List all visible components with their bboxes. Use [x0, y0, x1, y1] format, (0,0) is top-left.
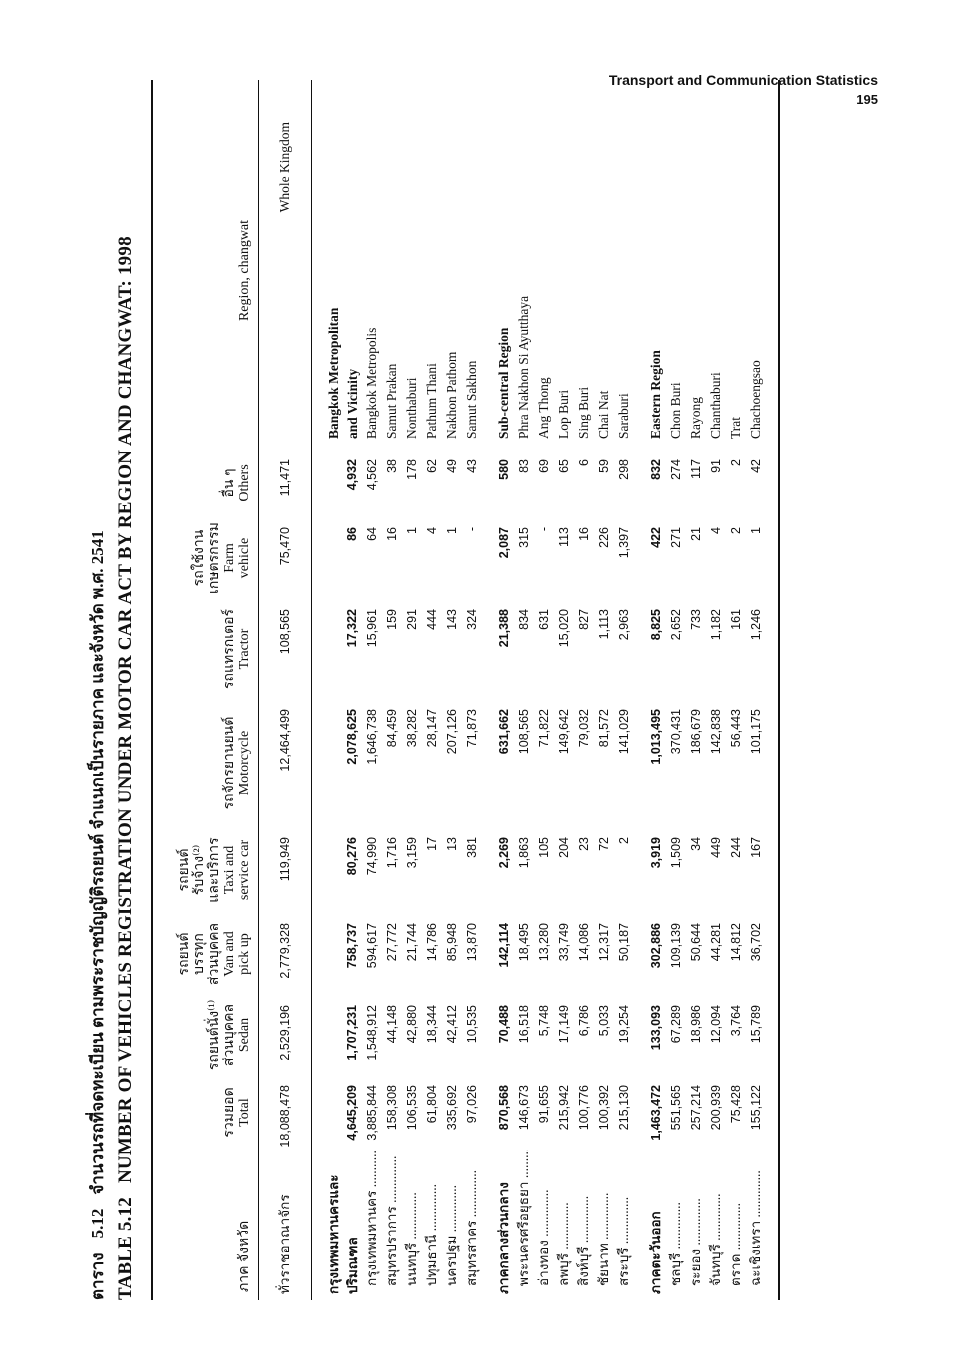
cell-total: 3,885,844 — [365, 1085, 379, 1141]
cell-others: 83 — [517, 459, 531, 473]
row-label-th: สมุทรปราการ ..... — [382, 1150, 402, 1300]
cell-motorcycle: 71,822 — [537, 709, 551, 748]
cell-van: 14,786 — [425, 923, 439, 962]
cell-total: 1,463,472 — [649, 1085, 663, 1141]
cell-motorcycle: 186,679 — [689, 709, 703, 755]
caption-thai-label: ตาราง — [88, 1252, 107, 1300]
cell-sedan: 133,093 — [649, 1005, 663, 1051]
cell-taxi: 204 — [557, 837, 571, 858]
cell-motorcycle: 370,431 — [669, 709, 683, 755]
cell-van: 109,139 — [669, 923, 683, 969]
row-label-en: Bangkok Metropolitan and Vicinity — [326, 307, 360, 439]
cell-taxi: 17 — [425, 837, 439, 851]
cell-taxi: 3,919 — [649, 837, 663, 869]
cell-total: 257,214 — [689, 1085, 703, 1131]
cell-motorcycle: 1,013,495 — [649, 709, 663, 765]
header-total: รวมยอด Total — [222, 1087, 252, 1138]
cell-van: 50,187 — [617, 923, 631, 962]
cell-farm: 64 — [365, 527, 379, 541]
cell-motorcycle: 141,029 — [617, 709, 631, 755]
cell-tractor: 444 — [425, 609, 439, 630]
cell-van: 44,281 — [709, 923, 723, 962]
row-label-th: กรุงเทพมหานคร ..... — [362, 1150, 382, 1300]
cell-others: 59 — [597, 459, 611, 473]
cell-sedan: 3,764 — [729, 1005, 743, 1037]
cell-taxi: 72 — [597, 837, 611, 851]
cell-others: 2 — [729, 459, 743, 466]
cell-taxi: 381 — [465, 837, 479, 858]
cell-total: 91,655 — [537, 1085, 551, 1124]
publication-title: Transport and Communication Statistics — [608, 72, 878, 88]
cell-total: 870,568 — [497, 1085, 511, 1131]
cell-sedan: 15,789 — [749, 1005, 763, 1044]
cell-farm: 1 — [445, 527, 459, 534]
row-label-en: Phra Nakhon Si Ayutthaya — [516, 295, 531, 439]
cell-total: 100,392 — [597, 1085, 611, 1131]
cell-others: 298 — [617, 459, 631, 480]
cell-farm: 2,087 — [497, 527, 511, 559]
cell-van: 50,644 — [689, 923, 703, 962]
cell-sedan: 17,149 — [557, 1005, 571, 1044]
cell-sedan: 12,094 — [709, 1005, 723, 1044]
page-number: 195 — [856, 92, 878, 107]
cell-others: 117 — [689, 459, 703, 479]
cell-motorcycle: 2,078,625 — [345, 709, 359, 765]
table-row — [422, 80, 442, 1300]
cell-tractor: 17,322 — [345, 609, 359, 648]
row-label-en: Lop Buri — [556, 389, 571, 439]
table-row — [362, 80, 382, 1300]
row-label-en: Bangkok Metropolis — [364, 327, 379, 439]
cell-taxi: 105 — [537, 837, 551, 858]
cell-van: 13,870 — [465, 923, 479, 962]
row-label-en: Chachoengsao — [748, 360, 763, 439]
table-row — [614, 80, 634, 1300]
row-label-en: Sing Buri — [576, 386, 591, 439]
cell-tractor: 1,182 — [709, 609, 723, 641]
row-label-en: Chon Buri — [668, 382, 683, 439]
cell-taxi: 2 — [617, 837, 631, 844]
cell-taxi: 3,159 — [405, 837, 419, 869]
row-label-th: นครปฐม ..... — [442, 1150, 462, 1300]
header-region-th: ภาค จังหวัด — [237, 1220, 252, 1292]
cell-tractor: 15,020 — [557, 609, 571, 648]
table-row — [442, 80, 462, 1300]
cell-motorcycle: 101,175 — [749, 709, 763, 755]
cell-others: 38 — [385, 459, 399, 473]
cell-motorcycle: 207,126 — [445, 709, 459, 755]
row-label-en: Sub-central Region — [496, 327, 511, 439]
row-label-th: ชัยนาท ..... — [594, 1150, 614, 1300]
table-row — [534, 80, 554, 1300]
cell-others: 580 — [497, 459, 511, 480]
caption-english-title: NUMBER OF VEHICLES REGISTRATION UNDER MOTOR CAR ACT BY REGION AND CHANGWAT: 1998 — [115, 236, 136, 1183]
cell-others: 62 — [425, 459, 439, 473]
cell-total: 158,308 — [385, 1085, 399, 1131]
table-row — [402, 80, 422, 1300]
row-label-th: สิงห์บุรี ..... — [574, 1150, 594, 1300]
cell-tractor: 631 — [537, 609, 551, 630]
cell-sedan: 6,786 — [577, 1005, 591, 1037]
cell-van: 142,114 — [497, 923, 511, 968]
cell-sedan: 19,254 — [617, 1005, 631, 1044]
rotated-table-page — [85, 80, 875, 1300]
caption-thai-number: 5.12 — [88, 1208, 107, 1239]
cell-total: 215,130 — [617, 1085, 631, 1131]
table-header-row — [153, 80, 258, 1300]
cell-van: 27,772 — [385, 923, 399, 962]
header-others: อื่น ๆ Others — [222, 464, 252, 502]
cell-taxi: 167 — [749, 837, 763, 858]
table-row — [706, 80, 726, 1300]
cell-van: 594,617 — [365, 923, 379, 969]
table-row-whole-kingdom — [275, 80, 295, 1300]
table-row — [666, 80, 686, 1300]
caption-english-label: TABLE 5.12 — [115, 1196, 136, 1300]
cell-taxi: 13 — [445, 837, 459, 851]
row-label-th: ทั่วราชอาณาจักร — [277, 1194, 292, 1294]
cell-motorcycle: 84,459 — [385, 709, 399, 748]
cell-van: 2,779,328 — [278, 923, 292, 979]
table-row-eastern-region — [646, 80, 666, 1300]
cell-farm: 1 — [749, 527, 763, 534]
table-row — [462, 80, 482, 1300]
cell-others: 4,562 — [365, 459, 379, 491]
cell-motorcycle: 142,838 — [709, 709, 723, 755]
table-row — [574, 80, 594, 1300]
cell-tractor: 324 — [465, 609, 479, 630]
header-van: รถยนต์บรรทุก ส่วนบุคคล Van and pick up — [177, 922, 252, 986]
cell-farm: 4 — [425, 527, 439, 534]
bangkok-province-rows — [362, 80, 482, 1300]
row-label-en: Nakhon Pathom — [444, 351, 459, 439]
header-sedan: รถยนต์นั่ง⁽¹⁾ ส่วนบุคคล Sedan — [207, 999, 252, 1071]
cell-tractor: 108,565 — [278, 609, 292, 655]
table-row — [594, 80, 614, 1300]
caption-english — [111, 80, 141, 1300]
cell-van: 85,948 — [445, 923, 459, 962]
table-row — [746, 80, 766, 1300]
row-label-th: สมุทรสาคร ..... — [462, 1150, 482, 1300]
cell-farm: 16 — [385, 527, 399, 541]
cell-tractor: 8,825 — [649, 609, 663, 641]
cell-sedan: 16,518 — [517, 1005, 531, 1044]
row-label-th: ภาคกลางส่วนกลาง — [496, 1182, 511, 1294]
cell-motorcycle: 71,873 — [465, 709, 479, 748]
cell-others: 91 — [709, 459, 723, 473]
row-label-en: Saraburi — [616, 393, 631, 439]
caption-thai — [85, 80, 111, 1300]
row-label-th: ฉะเชิงเทรา ..... — [746, 1150, 766, 1300]
cell-sedan: 67,289 — [669, 1005, 683, 1044]
cell-others: 65 — [557, 459, 571, 473]
cell-taxi: 34 — [689, 837, 703, 851]
row-label-en: Whole Kingdom — [277, 122, 292, 213]
header-farm-vehicle: รถใช้งาน เกษตรกรรม Farm vehicle — [192, 522, 252, 594]
cell-total: 18,088,478 — [278, 1085, 292, 1148]
cell-tractor: 159 — [385, 609, 399, 630]
cell-sedan: 5,033 — [597, 1005, 611, 1037]
cell-farm: 2 — [729, 527, 743, 534]
header-motorcycle: รถจักรยานยนต์ Motorcycle — [222, 716, 252, 810]
cell-others: 4,932 — [345, 459, 359, 491]
cell-sedan: 18,344 — [425, 1005, 439, 1044]
cell-motorcycle: 12,464,499 — [278, 709, 292, 772]
cell-motorcycle: 81,572 — [597, 709, 611, 748]
row-label-en: Samut Prakan — [384, 363, 399, 439]
cell-taxi: 2,269 — [497, 837, 511, 869]
cell-others: 69 — [537, 459, 551, 473]
row-label-th: สระบุรี ..... — [614, 1150, 634, 1300]
cell-sedan: 1,548,912 — [365, 1005, 379, 1061]
cell-motorcycle: 108,565 — [517, 709, 531, 755]
cell-van: 21,744 — [405, 923, 419, 962]
cell-tractor: 21,388 — [497, 609, 511, 648]
cell-farm: 113 — [557, 527, 571, 547]
row-label-th: ภาคตะวันออก — [648, 1211, 663, 1294]
row-label-th: ตราด ..... — [726, 1150, 746, 1300]
cell-taxi: 23 — [577, 837, 591, 851]
cell-taxi: 1,863 — [517, 837, 531, 869]
cell-farm: 1 — [405, 527, 419, 534]
row-label-th: ลพบุรี ..... — [554, 1150, 574, 1300]
row-label-en: Rayong — [688, 397, 703, 439]
cell-farm: 4 — [709, 527, 723, 534]
cell-others: 274 — [669, 459, 683, 480]
cell-van: 18,495 — [517, 923, 531, 962]
row-label-th: อ่างทอง ..... — [534, 1150, 554, 1300]
cell-van: 14,086 — [577, 923, 591, 962]
cell-farm: 1,397 — [617, 527, 631, 559]
cell-tractor: 1,246 — [749, 609, 763, 641]
row-label-en: Samut Sakhon — [464, 360, 479, 439]
cell-farm: 16 — [577, 527, 591, 541]
cell-sedan: 18,986 — [689, 1005, 703, 1044]
row-label-th: พระนครศรีอยุธยา ..... — [514, 1150, 534, 1300]
cell-motorcycle: 56,443 — [729, 709, 743, 748]
cell-tractor: 143 — [445, 609, 459, 630]
cell-van: 302,886 — [649, 923, 663, 969]
cell-farm: 86 — [345, 527, 359, 541]
cell-motorcycle: 28,147 — [425, 709, 439, 748]
cell-others: 832 — [649, 459, 663, 480]
row-label-en: Chai Nat — [596, 390, 611, 439]
cell-tractor: 834 — [517, 609, 531, 630]
cell-total: 97,026 — [465, 1085, 479, 1124]
row-label-en: Trat — [728, 416, 743, 439]
table-row-bangkok-region — [324, 80, 362, 1300]
cell-farm: 315 — [517, 527, 531, 548]
cell-total: 100,776 — [577, 1085, 591, 1131]
cell-van: 33,749 — [557, 923, 571, 962]
cell-tractor: 1,113 — [597, 609, 611, 640]
table-row-subcentral-region — [494, 80, 514, 1300]
cell-taxi: 244 — [729, 837, 743, 858]
cell-tractor: 827 — [577, 609, 591, 630]
cell-tractor: 2,652 — [669, 609, 683, 641]
table-row — [726, 80, 746, 1300]
row-label-en: Eastern Region — [648, 350, 663, 439]
cell-farm: 226 — [597, 527, 611, 548]
cell-sedan: 5,748 — [537, 1005, 551, 1037]
row-label-th: จันทบุรี ..... — [706, 1150, 726, 1300]
cell-sedan: 42,412 — [445, 1005, 459, 1044]
table-row — [686, 80, 706, 1300]
cell-others: 11,471 — [278, 459, 292, 497]
table-row — [382, 80, 402, 1300]
cell-van: 36,702 — [749, 923, 763, 962]
cell-others: 6 — [577, 459, 591, 466]
cell-van: 14,812 — [729, 923, 743, 962]
cell-sedan: 44,148 — [385, 1005, 399, 1044]
eastern-province-rows — [666, 80, 766, 1300]
cell-sedan: 1,707,231 — [345, 1005, 359, 1061]
cell-motorcycle: 1,646,738 — [365, 709, 379, 765]
cell-farm: - — [465, 527, 479, 532]
cell-tractor: 161 — [729, 609, 743, 630]
cell-tractor: 2,963 — [617, 609, 631, 641]
cell-van: 758,737 — [345, 923, 359, 969]
row-label-th: ระยอง ..... — [686, 1150, 706, 1300]
cell-total: 106,535 — [405, 1085, 419, 1131]
cell-farm: 271 — [669, 527, 683, 548]
cell-total: 335,692 — [445, 1085, 459, 1131]
header-taxi: รถยนต์รับจ้าง⁽²⁾ และบริการ Taxi and service car — [177, 837, 252, 903]
cell-others: 178 — [405, 459, 419, 480]
subcentral-province-rows — [514, 80, 634, 1300]
cell-total: 4,645,209 — [345, 1085, 359, 1141]
row-label-en: Ang Thong — [536, 377, 551, 439]
row-label-en: Chanthaburi — [708, 372, 723, 439]
cell-total: 146,673 — [517, 1085, 531, 1131]
table-bottom-rule — [778, 80, 780, 1300]
cell-van: 13,280 — [537, 923, 551, 962]
cell-farm: 422 — [649, 527, 663, 548]
cell-farm: 75,470 — [278, 527, 292, 566]
cell-farm: 21 — [689, 527, 703, 541]
cell-farm: - — [537, 527, 551, 532]
cell-van: 12,317 — [597, 923, 611, 962]
cell-tractor: 733 — [689, 609, 703, 630]
cell-total: 551,565 — [669, 1085, 683, 1131]
cell-total: 215,942 — [557, 1085, 571, 1131]
cell-sedan: 2,529,196 — [278, 1005, 292, 1061]
cell-total: 155,122 — [749, 1085, 763, 1131]
cell-taxi: 74,990 — [365, 837, 379, 876]
cell-total: 200,939 — [709, 1085, 723, 1131]
cell-sedan: 70,488 — [497, 1005, 511, 1044]
cell-tractor: 15,961 — [365, 609, 379, 648]
cell-tractor: 291 — [405, 609, 419, 630]
row-label-th: ชลบุรี ..... — [666, 1150, 686, 1300]
row-label-th: นนทบุรี ..... — [402, 1150, 422, 1300]
cell-others: 43 — [465, 459, 479, 473]
cell-motorcycle: 79,032 — [577, 709, 591, 748]
row-label-en: Pathum Thani — [424, 363, 439, 439]
row-label-th: ปทุมธานี ..... — [422, 1150, 442, 1300]
cell-motorcycle: 631,662 — [497, 709, 511, 755]
cell-taxi: 1,716 — [385, 837, 399, 869]
cell-others: 49 — [445, 459, 459, 473]
cell-taxi: 80,276 — [345, 837, 359, 876]
header-region-en: Region, changwat — [237, 219, 252, 322]
cell-total: 75,428 — [729, 1085, 743, 1124]
cell-total: 61,804 — [425, 1085, 439, 1124]
table-row — [514, 80, 534, 1300]
table-row — [554, 80, 574, 1300]
cell-taxi: 119,949 — [278, 837, 292, 882]
caption-thai-title: จำนวนรถที่จดทะเบียน ตามพระราชบัญญัติรถยนต์ จำแนกเป็นรายภาค และจังหวัด พ.ศ. 2541 — [88, 530, 107, 1195]
row-label-en: Nonthaburi — [404, 377, 419, 439]
cell-taxi: 449 — [709, 837, 723, 858]
cell-motorcycle: 149,642 — [557, 709, 571, 755]
cell-others: 42 — [749, 459, 763, 473]
row-label-th: กรุงเทพมหานครและ ปริมณฑล — [326, 1174, 360, 1294]
cell-taxi: 1,509 — [669, 837, 683, 869]
cell-sedan: 10,535 — [465, 1005, 479, 1044]
header-tractor: รถแทรกเตอร์ Tractor — [222, 608, 252, 690]
cell-sedan: 42,880 — [405, 1005, 419, 1044]
cell-motorcycle: 38,282 — [405, 709, 419, 748]
